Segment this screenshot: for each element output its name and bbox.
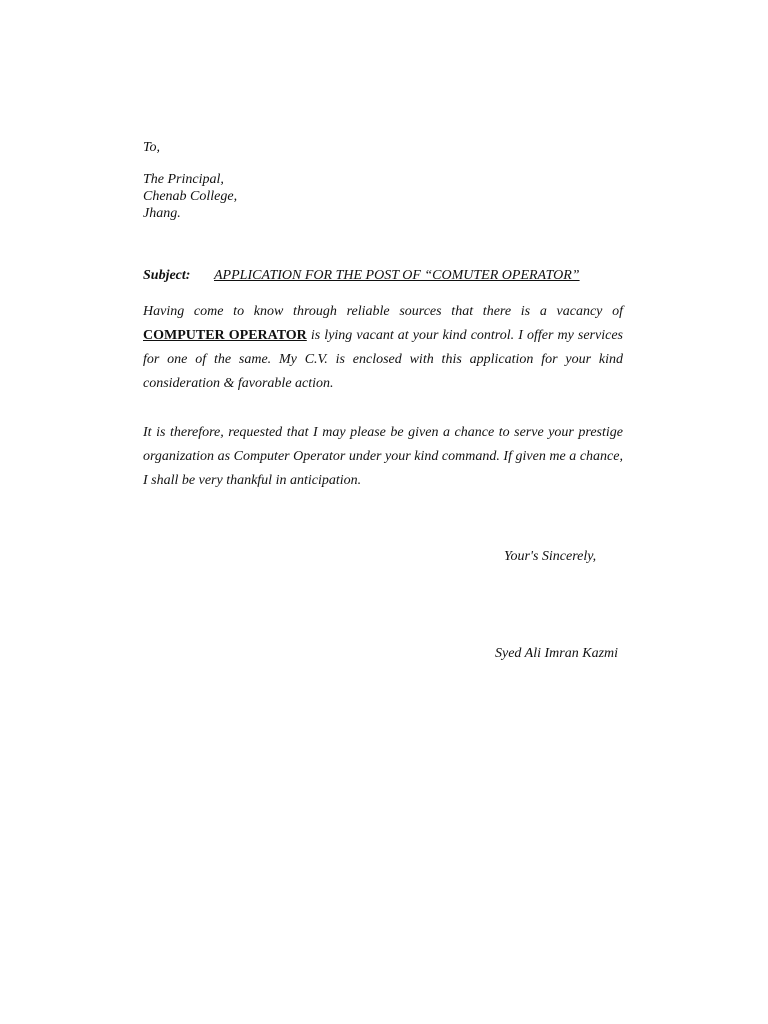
body-paragraph-2: It is therefore, requested that I may please be given a chance to serve your prestige organization as Computer Operator under your kind command. If given me a chance, I shall be very thankful in anticipation.	[143, 425, 623, 488]
recipient-line-city: Jhang.	[143, 206, 181, 221]
subject-text: APPLICATION FOR THE POST OF “COMUTER OPERATOR”	[214, 268, 580, 283]
salutation-to: To,	[143, 140, 161, 155]
recipient-line-title: The Principal,	[143, 172, 224, 187]
paragraph-1-part-2: is lying vacant at your kind control. I offer my services for one of the same. My C.V. is enclosed with this application for your kind consideration & favorable action.	[143, 328, 623, 391]
recipient-line-institution: Chenab College,	[143, 189, 238, 204]
subject-label: Subject:	[143, 268, 191, 283]
signature-name: Syed Ali Imran Kazmi	[495, 646, 619, 661]
body-paragraph-1	[143, 300, 623, 396]
position-emphasis: COMPUTER OPERATOR	[143, 328, 307, 343]
subject-line	[143, 268, 580, 284]
closing-line: Your's Sincerely,	[504, 549, 597, 564]
paragraph-1-part-1: Having come to know through reliable sources that there is a vacancy of	[143, 304, 623, 319]
